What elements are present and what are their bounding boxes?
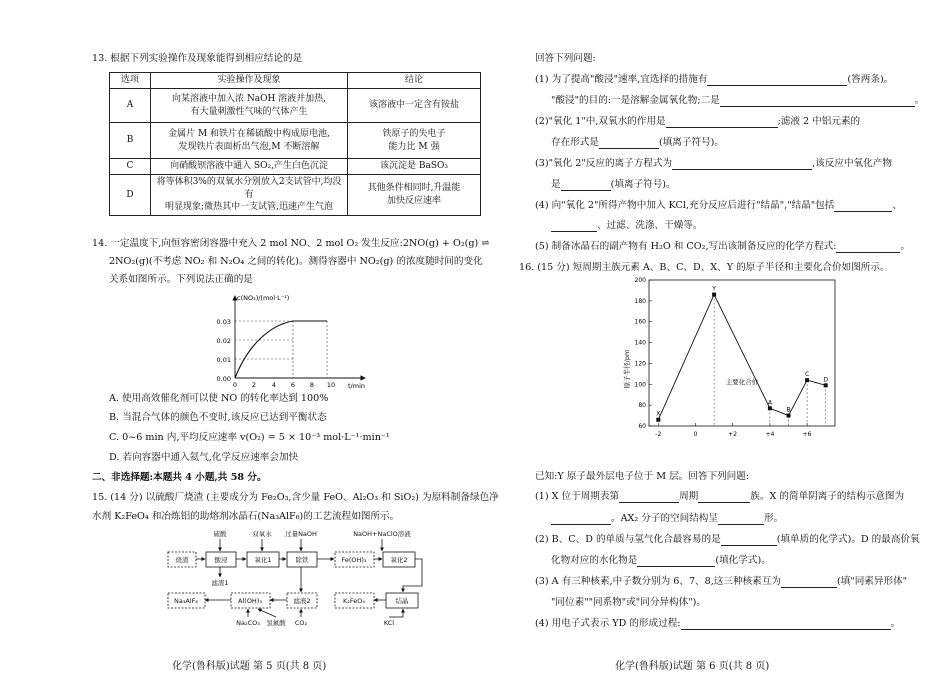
q14-option-b: B. 当混合气体的颜色不变时,该反应已达到平衡状态 <box>109 412 327 423</box>
svg-text:NaOH+NaClO溶液: NaOH+NaClO溶液 <box>353 530 411 538</box>
svg-text:2: 2 <box>251 381 257 389</box>
svg-text:0.01: 0.01 <box>216 356 231 364</box>
q14-option-c: C. 0~6 min 内,平均反应速率 v(O₂) = 5 × 10⁻³ mol·L⁻¹·min⁻¹ <box>109 432 390 443</box>
q15-flow-chart <box>160 526 475 632</box>
operation-a: 向某溶液中加入浓 NaOH 溶液并加热, 有大量刺激性气味的气体产生 <box>151 89 348 123</box>
q16-part2b: 化物对应的水化物是 (填化学式)。 <box>551 555 771 566</box>
q15-part3b: 是 (填离子符号)。 <box>551 179 676 190</box>
point-label-Y: Y <box>712 285 716 293</box>
q16-part1: (1) X 位于周期表第 周期 族。X 的简单阴离子的结构示意图为 <box>535 491 905 502</box>
y-tick-label: 100 <box>634 381 646 389</box>
table-row <box>110 123 481 159</box>
header-conclusion: 结论 <box>348 73 481 89</box>
table-row <box>110 89 481 123</box>
svg-text:10: 10 <box>326 381 336 389</box>
option-a: A <box>110 89 151 123</box>
q15-part5: (5) 制备冰晶石的副产物有 H₂O 和 CO₂,写出该制备反应的化学方程式: 。 <box>535 241 911 252</box>
section-2-heading: 二、非选择题:本题共 4 小题,共 58 分。 <box>92 472 267 483</box>
chart-xlabel: 主要化合价 <box>725 378 759 386</box>
q14-line3: 关系如图所示。下列说法正确的是 <box>109 274 253 285</box>
svg-text:6: 6 <box>290 381 296 389</box>
svg-text:滤液2: 滤液2 <box>293 597 311 605</box>
q16-part3: (3) A 有三种核素,中子数分别为 6、7、8,这三种核素互为 (填"同素异形体" <box>535 576 908 587</box>
q14-option-a: A. 使用高效催化剂可以使 NO 的转化率达到 100% <box>109 393 329 404</box>
svg-text:氧化1: 氧化1 <box>254 556 272 564</box>
q15-line1: 15. (14 分) 以硫酸厂烧渣 (主要成分为 Fe₂O₃,含少量 FeO、Al₂O₃ 和 SiO₂) 为原料制备绿色净 <box>92 492 499 503</box>
conclusion-b: 铁原子的失电子 能力比 M 强 <box>348 123 481 159</box>
q16-title: 16. (15 分) 短周期主族元素 A、B、C、D、X、Y 的原子半径和主要化合价如图所示。 <box>519 262 890 273</box>
q16-part2: (2) B、C、D 的单质与氢气化合最容易的是 (填单质的化学式)。D 的最高价氧 <box>535 534 920 545</box>
conclusion-a: 该溶液中一定含有铵盐 <box>348 89 481 123</box>
xlabel: t/min <box>348 382 365 390</box>
svg-text:氧化2: 氧化2 <box>390 556 408 564</box>
q14-line1: 14. 一定温度下,向恒容密闭容器中充入 2 mol NO、2 mol O₂ 发生反应:2NO(g) + O₂(g) ⇌ <box>92 238 490 249</box>
y-tick-label: 80 <box>638 402 646 410</box>
q16-part1b: 。AX₂ 分子的空间结构呈 形。 <box>551 512 783 525</box>
concentration-curve <box>235 321 327 378</box>
point-X <box>656 418 660 422</box>
option-d: D <box>110 175 151 216</box>
point-Y <box>712 293 716 297</box>
q13-title: 13. 根据下列实验操作及现象能得到相应结论的是 <box>92 53 303 64</box>
right-page <box>475 0 950 688</box>
svg-text:氢氟酸: 氢氟酸 <box>266 619 286 627</box>
svg-text:K₂FeO₄: K₂FeO₄ <box>343 597 365 605</box>
svg-text:Fe(OH)₃: Fe(OH)₃ <box>341 556 367 564</box>
point-label-B: B <box>786 406 791 414</box>
q16-given: 已知:Y 原子最外层电子位于 M 层。回答下列问题: <box>535 471 750 482</box>
plot-frame <box>649 280 835 426</box>
svg-text:滤渣1: 滤渣1 <box>211 579 229 587</box>
svg-text:双氧水: 双氧水 <box>252 530 272 538</box>
q15-part2: (2)"氧化 1"中,双氧水的作用是 ;滤液 2 中铝元素的 <box>535 116 861 127</box>
q16-part4: (4) 用电子式表示 YD 的形成过程: 。 <box>535 618 901 629</box>
series-line <box>658 295 825 420</box>
header-option: 选项 <box>110 73 151 89</box>
x-tick-label: +6 <box>802 431 812 438</box>
chart-ylabel: 原子半径/pm <box>623 349 631 389</box>
q14-curve-chart <box>200 290 380 390</box>
option-c: C <box>110 159 151 175</box>
svg-text:CO₂: CO₂ <box>294 619 308 627</box>
svg-text:8: 8 <box>309 381 315 389</box>
point-B <box>787 414 791 418</box>
point-label-A: A <box>767 399 772 407</box>
svg-text:KCl: KCl <box>383 619 395 627</box>
table-row <box>110 159 481 175</box>
q15-part4b: 、过滤、洗涤、干燥等。 <box>551 219 703 232</box>
y-tick-label: 140 <box>634 339 646 347</box>
page-footer: 化学(鲁科版)试题 第 6 页(共 8 页) <box>615 661 770 672</box>
svg-text:过量NaOH: 过量NaOH <box>285 530 317 538</box>
svg-text:硫酸: 硫酸 <box>213 530 227 538</box>
point-D <box>824 383 828 387</box>
operation-c: 向硝酸钡溶液中通入 SO₂,产生白色沉淀 <box>151 159 348 175</box>
svg-text:4: 4 <box>271 381 277 389</box>
svg-text:烧渣: 烧渣 <box>175 556 189 564</box>
operation-b: 金属片 M 和铁片在稀硫酸中构成原电池, 发现铁片表面析出气泡,M 不断溶解 <box>151 123 348 159</box>
svg-text:除铁: 除铁 <box>295 556 309 564</box>
q15-part3: (3)"氧化 2"反应的离子方程式为 ,该反应中氧化产物 <box>535 158 892 169</box>
svg-text:结晶: 结晶 <box>395 597 409 605</box>
point-label-X: X <box>656 410 661 418</box>
y-tick-label: 120 <box>634 360 646 368</box>
q13-table <box>109 72 481 216</box>
y-tick-label: 60 <box>638 423 646 430</box>
svg-text:0.02: 0.02 <box>216 337 231 345</box>
svg-text:酸浸: 酸浸 <box>214 556 228 564</box>
answer-intro: 回答下列问题: <box>535 53 596 64</box>
operation-d: 将等体积3%的双氧水分别放入2支试管中,均没有 明显现象;微热其中一支试管,迅速产生气泡 <box>151 175 348 216</box>
y-tick-label: 160 <box>634 318 646 326</box>
q15-line2: 水剂 K₂FeO₄ 和冶炼铝的助熔剂冰晶石(Na₃AlF₆)的工艺流程如图所示。 <box>92 511 400 522</box>
page-footer: 化学(鲁科版)试题 第 5 页(共 8 页) <box>172 661 327 672</box>
q15-part1b: "酸浸"的目的:一是溶解金属氧化物;二是 。 <box>551 95 925 106</box>
conclusion-d: 其他条件相同时,升温能 加快反应速率 <box>348 175 481 216</box>
point-label-D: D <box>823 376 829 384</box>
svg-text:0: 0 <box>232 381 238 389</box>
q15-part1: (1) 为了提高"酸浸"速率,宜选择的措施有 (答两条)。 <box>535 74 894 85</box>
point-A <box>768 406 772 410</box>
header-operation: 实验操作及现象 <box>151 73 348 89</box>
option-b: B <box>110 123 151 159</box>
q16-radius-valence-chart <box>615 274 840 456</box>
svg-text:Na₃AlF₆: Na₃AlF₆ <box>173 597 199 605</box>
svg-text:Na₂CO₃: Na₂CO₃ <box>236 619 260 627</box>
y-tick-label: 200 <box>634 277 646 284</box>
point-label-C: C <box>804 371 810 379</box>
q15-part4: (4) 向"氧化 2"所得产物中加入 KCl,充分反应后进行"结晶","结晶"包括 、 <box>535 200 902 211</box>
y-tick-label: 180 <box>634 297 646 305</box>
x-tick-label: -2 <box>655 431 662 438</box>
x-tick-label: +4 <box>765 431 775 438</box>
x-tick-label: +2 <box>728 431 738 438</box>
svg-text:0.00: 0.00 <box>216 375 231 383</box>
q15-part2b: 存在形式是 (填离子符号)。 <box>551 137 725 148</box>
q14-line2: 2NO₂(g)(不考虑 NO₂ 和 N₂O₄ 之间的转化)。测得容器中 NO₂(g) 的浓度随时间的变化 <box>109 256 483 267</box>
svg-text:Al(OH)₃: Al(OH)₃ <box>238 597 262 605</box>
point-C <box>805 378 809 382</box>
x-tick-label: 0 <box>693 431 698 438</box>
q16-part3b: "同位素""同系物"或"同分异构体")。 <box>551 597 706 608</box>
svg-text:0.03: 0.03 <box>216 318 231 326</box>
q14-option-d: D. 若向容器中通入氦气,化学反应速率会加快 <box>109 452 299 463</box>
table-row <box>110 175 481 216</box>
ylabel: c(NO₂)/(mol·L⁻¹) <box>237 294 290 302</box>
conclusion-c: 该沉淀是 BaSO₃ <box>348 159 481 175</box>
